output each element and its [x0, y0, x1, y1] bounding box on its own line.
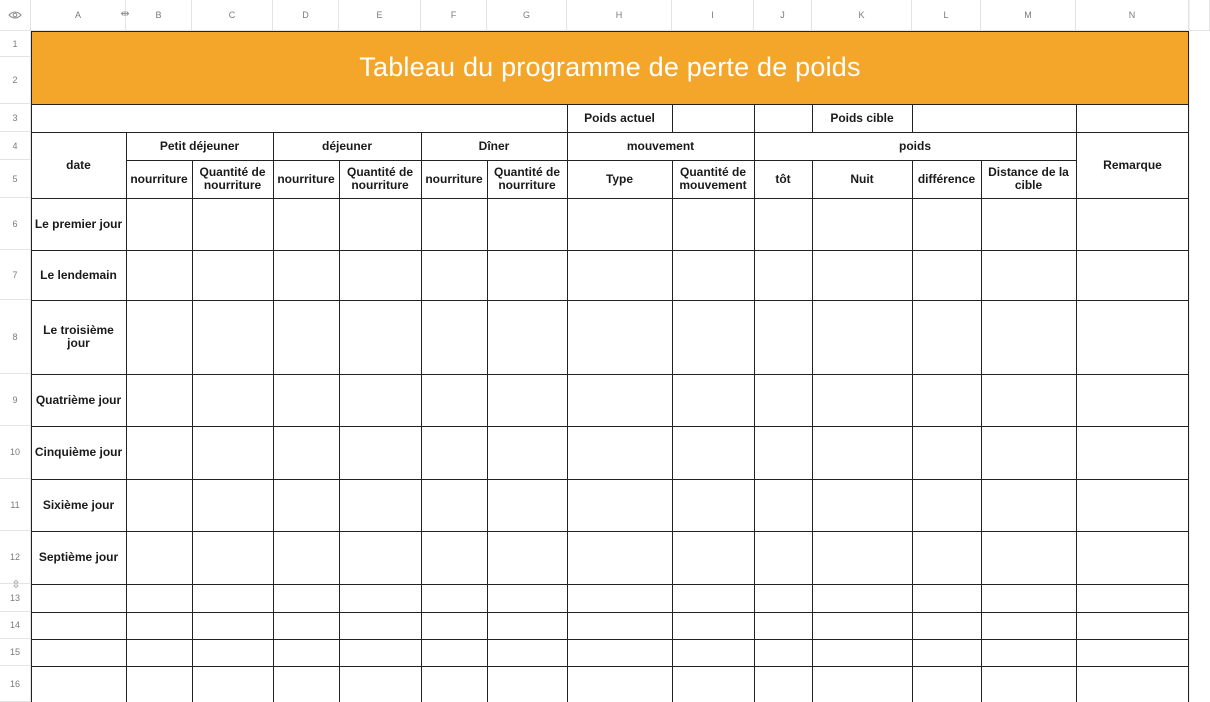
empty-cell[interactable] — [126, 584, 192, 612]
cell-n3[interactable] — [1076, 104, 1189, 132]
data-cell[interactable] — [126, 479, 192, 531]
dinner-food-qty-header-text: Quantité de nourriture — [493, 165, 560, 192]
data-cell[interactable] — [126, 426, 192, 479]
data-cell[interactable] — [672, 374, 754, 426]
data-cell[interactable] — [912, 426, 981, 479]
data-cell[interactable] — [126, 531, 192, 584]
data-cell[interactable] — [487, 250, 567, 300]
empty-cell[interactable] — [192, 612, 273, 639]
data-cell[interactable] — [1076, 426, 1189, 479]
data-cell[interactable] — [672, 531, 754, 584]
empty-cell[interactable] — [567, 639, 672, 666]
data-cell[interactable] — [339, 250, 421, 300]
dinner-header[interactable] — [421, 132, 567, 160]
breakfast-food-qty-header[interactable] — [192, 160, 273, 198]
weight-distance-header-text: Distance de la cible — [988, 165, 1069, 192]
empty-cell[interactable] — [1076, 584, 1189, 612]
empty-cell[interactable] — [126, 666, 192, 702]
day-label-text: Le lendemain — [40, 267, 117, 282]
data-cell[interactable] — [912, 479, 981, 531]
day-label[interactable] — [31, 531, 126, 584]
data-cell[interactable] — [487, 198, 567, 250]
column-header-g[interactable]: G — [487, 0, 567, 31]
data-cell[interactable] — [981, 426, 1076, 479]
weight-difference-header-text: différence — [917, 171, 976, 186]
empty-cell[interactable] — [812, 612, 912, 639]
column-header-a[interactable]: A — [31, 0, 126, 31]
data-cell[interactable] — [812, 250, 912, 300]
data-cell[interactable] — [567, 426, 672, 479]
empty-cell[interactable] — [31, 584, 126, 612]
cell-a3-g3[interactable] — [31, 104, 567, 132]
empty-cell[interactable] — [487, 584, 567, 612]
column-header-m[interactable]: M — [981, 0, 1076, 31]
data-cell[interactable] — [421, 198, 487, 250]
data-cell[interactable] — [754, 198, 812, 250]
empty-cell[interactable] — [754, 639, 812, 666]
data-cell[interactable] — [339, 374, 421, 426]
row-header-15[interactable]: 15 — [0, 639, 31, 666]
day-label[interactable] — [31, 479, 126, 531]
dinner-food-header[interactable] — [421, 160, 487, 198]
row-header-7[interactable]: 7 — [0, 250, 31, 300]
row-header-2[interactable]: 2 — [0, 57, 31, 104]
weight-difference-header[interactable] — [912, 160, 981, 198]
empty-cell[interactable] — [192, 666, 273, 702]
row-header-6[interactable]: 6 — [0, 198, 31, 250]
lunch-header[interactable] — [273, 132, 421, 160]
data-cell[interactable] — [754, 531, 812, 584]
row-header-14[interactable]: 14 — [0, 612, 31, 639]
column-header-i[interactable]: I — [672, 0, 754, 31]
data-cell[interactable] — [567, 531, 672, 584]
day-label-text: Cinquième jour — [34, 445, 123, 459]
movement-qty-header-text: Quantité de mouvement — [679, 165, 747, 192]
weight-distance-header[interactable] — [981, 160, 1076, 198]
lunch-header-text: déjeuner — [321, 138, 372, 153]
row-header-1[interactable]: 1 — [0, 31, 31, 57]
column-header-c[interactable]: C — [192, 0, 273, 31]
date-header-text: date — [66, 157, 91, 172]
row-resize-handle[interactable] — [9, 578, 23, 590]
empty-cell[interactable] — [487, 639, 567, 666]
data-cell[interactable] — [487, 426, 567, 479]
empty-cell[interactable] — [192, 584, 273, 612]
row-header-9[interactable]: 9 — [0, 374, 31, 426]
data-cell[interactable] — [912, 374, 981, 426]
empty-cell[interactable] — [981, 666, 1076, 702]
row-header-8[interactable]: 8 — [0, 300, 31, 374]
data-cell[interactable] — [273, 300, 339, 374]
data-cell[interactable] — [812, 531, 912, 584]
day-label-text: Septième jour — [38, 550, 119, 564]
empty-cell[interactable] — [31, 612, 126, 639]
data-cell[interactable] — [912, 300, 981, 374]
movement-type-header-text: Type — [605, 171, 634, 186]
current-weight-value[interactable] — [672, 104, 754, 132]
empty-cell[interactable] — [912, 612, 981, 639]
remark-header-text: Remarque — [1103, 157, 1162, 172]
column-header-n[interactable]: N — [1076, 0, 1189, 31]
current-weight-label[interactable] — [567, 104, 672, 132]
movement-header-text: mouvement — [626, 138, 695, 153]
data-cell[interactable] — [273, 426, 339, 479]
weight-early-header-text: tôt — [775, 171, 791, 186]
row-header-10[interactable]: 10 — [0, 426, 31, 479]
empty-cell[interactable] — [421, 639, 487, 666]
data-cell[interactable] — [672, 426, 754, 479]
data-cell[interactable] — [192, 531, 273, 584]
data-cell[interactable] — [273, 479, 339, 531]
row-header-5[interactable]: 5 — [0, 160, 31, 198]
data-cell[interactable] — [421, 531, 487, 584]
data-cell[interactable] — [421, 374, 487, 426]
data-cell[interactable] — [981, 198, 1076, 250]
data-cell[interactable] — [754, 300, 812, 374]
lunch-food-header[interactable] — [273, 160, 339, 198]
data-cell[interactable] — [1076, 374, 1189, 426]
weight-night-header[interactable] — [812, 160, 912, 198]
data-cell[interactable] — [421, 426, 487, 479]
movement-qty-header[interactable] — [672, 160, 754, 198]
empty-cell[interactable] — [754, 612, 812, 639]
sheet-title-text: Tableau du programme de perte de poids — [359, 52, 861, 82]
row-header-3[interactable]: 3 — [0, 104, 31, 132]
data-cell[interactable] — [754, 479, 812, 531]
empty-cell[interactable] — [672, 666, 754, 702]
data-cell[interactable] — [981, 250, 1076, 300]
data-cell[interactable] — [812, 426, 912, 479]
empty-cell[interactable] — [273, 612, 339, 639]
movement-type-header[interactable] — [567, 160, 672, 198]
current-weight-label-text: Poids actuel — [584, 110, 655, 125]
data-cell[interactable] — [1076, 198, 1189, 250]
resize-handle-icon: ⇹ — [120, 7, 130, 20]
data-cell[interactable] — [487, 374, 567, 426]
column-header-h[interactable]: H — [567, 0, 672, 31]
data-cell[interactable] — [912, 250, 981, 300]
column-header-k[interactable]: K — [812, 0, 912, 31]
empty-cell[interactable] — [421, 612, 487, 639]
row-header-13[interactable]: 13 — [0, 584, 31, 612]
empty-cell[interactable] — [1076, 639, 1189, 666]
data-cell[interactable] — [812, 198, 912, 250]
dinner-food-qty-header[interactable] — [487, 160, 567, 198]
data-cell[interactable] — [339, 479, 421, 531]
cell-j3[interactable] — [754, 104, 812, 132]
column-header-blank — [1189, 0, 1210, 31]
empty-cell[interactable] — [421, 666, 487, 702]
movement-header[interactable] — [567, 132, 754, 160]
day-label-text: Sixième jour — [42, 497, 115, 512]
data-cell[interactable] — [192, 198, 273, 250]
data-cell[interactable] — [754, 250, 812, 300]
data-cell[interactable] — [567, 250, 672, 300]
empty-cell[interactable] — [981, 639, 1076, 666]
empty-cell[interactable] — [812, 584, 912, 612]
day-label-text: Le premier jour — [34, 216, 123, 231]
data-cell[interactable] — [192, 374, 273, 426]
column-header-j[interactable]: J — [754, 0, 812, 31]
data-cell[interactable] — [126, 300, 192, 374]
breakfast-food-header-text: nourriture — [130, 171, 188, 186]
data-cell[interactable] — [812, 479, 912, 531]
data-cell[interactable] — [567, 374, 672, 426]
empty-cell[interactable] — [273, 666, 339, 702]
empty-cell[interactable] — [754, 584, 812, 612]
empty-cell[interactable] — [421, 584, 487, 612]
data-cell[interactable] — [1076, 479, 1189, 531]
empty-cell[interactable] — [672, 584, 754, 612]
day-label[interactable] — [31, 300, 126, 374]
data-cell[interactable] — [273, 198, 339, 250]
empty-cell[interactable] — [1076, 666, 1189, 702]
empty-cell[interactable] — [981, 612, 1076, 639]
data-cell[interactable] — [192, 250, 273, 300]
empty-cell[interactable] — [672, 612, 754, 639]
remark-header[interactable] — [1076, 132, 1189, 198]
row-header-4[interactable]: 4 — [0, 132, 31, 160]
empty-cell[interactable] — [273, 584, 339, 612]
row-header-11[interactable]: 11 — [0, 479, 31, 531]
resize-handle-icon: ⇳ — [11, 578, 21, 591]
day-label[interactable] — [31, 198, 126, 250]
empty-cell[interactable] — [126, 612, 192, 639]
column-header-l[interactable]: L — [912, 0, 981, 31]
column-header-b[interactable]: B — [126, 0, 192, 31]
empty-cell[interactable] — [567, 584, 672, 612]
data-cell[interactable] — [487, 479, 567, 531]
data-cell[interactable] — [192, 479, 273, 531]
target-weight-value[interactable] — [912, 104, 1076, 132]
lunch-food-qty-header[interactable] — [339, 160, 421, 198]
day-label-text: Quatrième jour — [35, 392, 122, 407]
target-weight-label[interactable] — [812, 104, 912, 132]
data-cell[interactable] — [273, 374, 339, 426]
data-cell[interactable] — [567, 198, 672, 250]
empty-cell[interactable] — [339, 666, 421, 702]
data-cell[interactable] — [126, 250, 192, 300]
column-header-d[interactable]: D — [273, 0, 339, 31]
breakfast-header[interactable] — [126, 132, 273, 160]
data-cell[interactable] — [273, 250, 339, 300]
empty-cell[interactable] — [567, 666, 672, 702]
data-cell[interactable] — [981, 531, 1076, 584]
data-cell[interactable] — [672, 250, 754, 300]
select-all-corner[interactable] — [0, 0, 31, 31]
empty-cell[interactable] — [31, 639, 126, 666]
empty-cell[interactable] — [1076, 612, 1189, 639]
column-header-f[interactable]: F — [421, 0, 487, 31]
empty-cell[interactable] — [487, 666, 567, 702]
data-cell[interactable] — [339, 426, 421, 479]
data-cell[interactable] — [339, 198, 421, 250]
data-cell[interactable] — [487, 300, 567, 374]
data-cell[interactable] — [567, 300, 672, 374]
data-cell[interactable] — [339, 531, 421, 584]
data-cell[interactable] — [487, 531, 567, 584]
day-label-text: Le troisième jour — [43, 323, 114, 350]
empty-cell[interactable] — [912, 584, 981, 612]
data-cell[interactable] — [754, 426, 812, 479]
day-label[interactable] — [31, 250, 126, 300]
empty-cell[interactable] — [339, 584, 421, 612]
empty-cell[interactable] — [487, 612, 567, 639]
empty-cell[interactable] — [912, 639, 981, 666]
data-cell[interactable] — [421, 300, 487, 374]
data-cell[interactable] — [672, 479, 754, 531]
breakfast-food-header[interactable] — [126, 160, 192, 198]
data-cell[interactable] — [912, 531, 981, 584]
data-cell[interactable] — [1076, 300, 1189, 374]
empty-cell[interactable] — [812, 639, 912, 666]
data-cell[interactable] — [567, 479, 672, 531]
data-cell[interactable] — [672, 300, 754, 374]
row-header-12[interactable]: 12 — [0, 531, 31, 584]
column-resize-handle[interactable] — [118, 6, 132, 20]
data-cell[interactable] — [192, 426, 273, 479]
row-header-16[interactable]: 16 — [0, 666, 31, 702]
data-cell[interactable] — [1076, 250, 1189, 300]
day-label[interactable] — [31, 374, 126, 426]
data-cell[interactable] — [672, 198, 754, 250]
weight-header-text: poids — [899, 138, 931, 153]
data-cell[interactable] — [421, 250, 487, 300]
date-header[interactable] — [31, 132, 126, 198]
data-cell[interactable] — [912, 198, 981, 250]
lunch-food-header-text: nourriture — [277, 171, 335, 186]
data-cell[interactable] — [126, 374, 192, 426]
target-weight-label-text: Poids cible — [830, 110, 894, 125]
sheet-title[interactable] — [31, 31, 1189, 104]
breakfast-header-text: Petit déjeuner — [159, 138, 240, 153]
data-cell[interactable] — [192, 300, 273, 374]
data-cell[interactable] — [339, 300, 421, 374]
dinner-food-header-text: nourriture — [425, 171, 483, 186]
empty-cell[interactable] — [672, 639, 754, 666]
empty-cell[interactable] — [912, 666, 981, 702]
day-label[interactable] — [31, 426, 126, 479]
dinner-header-text: Dîner — [478, 138, 510, 153]
empty-cell[interactable] — [192, 639, 273, 666]
eye-icon — [8, 10, 22, 20]
empty-cell[interactable] — [31, 666, 126, 702]
empty-cell[interactable] — [981, 584, 1076, 612]
weight-early-header[interactable] — [754, 160, 812, 198]
weight-night-header-text: Nuit — [850, 171, 874, 186]
data-cell[interactable] — [754, 374, 812, 426]
empty-cell[interactable] — [754, 666, 812, 702]
column-header-e[interactable]: E — [339, 0, 421, 31]
data-cell[interactable] — [1076, 531, 1189, 584]
data-cell[interactable] — [981, 374, 1076, 426]
weight-header[interactable] — [754, 132, 1076, 160]
data-cell[interactable] — [126, 198, 192, 250]
data-cell[interactable] — [273, 531, 339, 584]
lunch-food-qty-header-text: Quantité de nourriture — [346, 165, 413, 192]
data-cell[interactable] — [421, 479, 487, 531]
data-cell[interactable] — [981, 300, 1076, 374]
empty-cell[interactable] — [339, 612, 421, 639]
empty-cell[interactable] — [812, 666, 912, 702]
empty-cell[interactable] — [273, 639, 339, 666]
empty-cell[interactable] — [567, 612, 672, 639]
data-cell[interactable] — [812, 300, 912, 374]
data-cell[interactable] — [981, 479, 1076, 531]
empty-cell[interactable] — [339, 639, 421, 666]
empty-cell[interactable] — [126, 639, 192, 666]
data-cell[interactable] — [812, 374, 912, 426]
breakfast-food-qty-header-text: Quantité de nourriture — [199, 165, 266, 192]
